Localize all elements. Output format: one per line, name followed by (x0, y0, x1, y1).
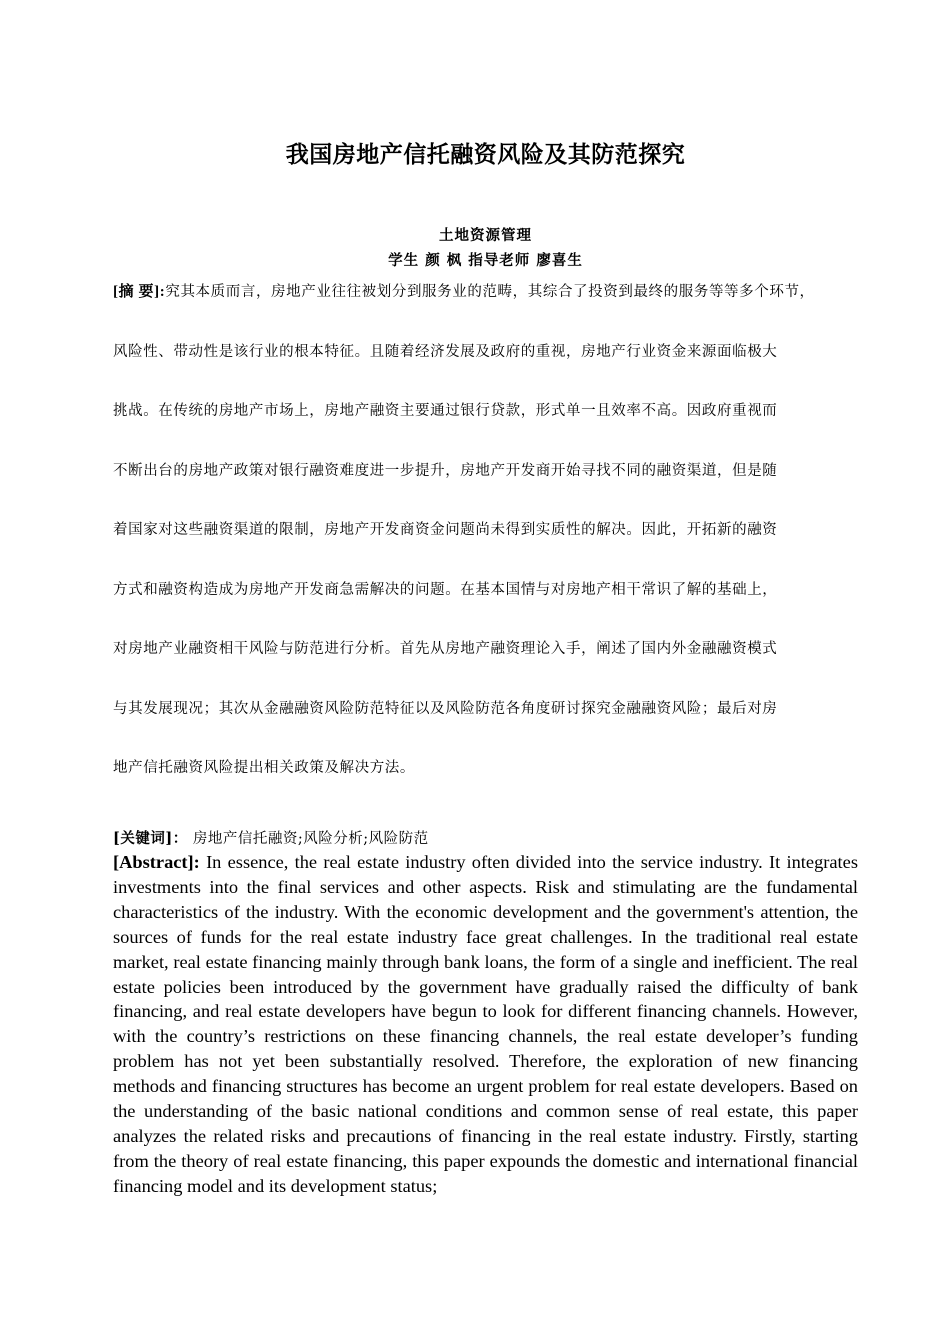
abstract-line: 不断出台的房地产政策对银行融资难度进一步提升，房地产开发商开始寻找不同的融资渠道，但是随 (113, 462, 778, 479)
abstract-text-cn: 究其本质而言，房地产业往往被划分到服务业的范畴，其综合了投资到最终的服务等等多个环节， (165, 284, 815, 300)
abstract-line: 方式和融资构造成为房地产开发商急需解决的问题。在基本国情与对房地产相干常识了解的基础上， (113, 581, 778, 598)
abstract-line: 与其发展现况；其次从金融融资风险防范特征以及风险防范各角度研讨探究金融融资风险；最后对房 (113, 700, 778, 717)
author-line: 学生 颜 枫 指导老师 廖喜生 (388, 252, 583, 269)
abstract-line (113, 284, 858, 344)
abstract-text-en: In essence, the real estate industry often divided into the service industry. It integrates investments into the final services and other aspects. Risk and stimulating are the fundamental characteristics of the industry. With the economic development and the government's attention, the sources of funds for the real estate industry face great challenges. In the traditional real estate market, real estate financing mainly through bank loans, the form of a single and inefficient. The real estate policies been introduced by the government have gradually raised the difficulty of bank financing, and real estate developers have begun to look for different financing channels. However, with the country’s restrictions on these financing channels, the real estate developer’s funding problem has not yet been substantially resolved. Therefore, the exploration of new financing methods and financing structures has become an urgent problem for real estate developers. Based on the understanding of the basic national conditions and common sense of real estate, this paper analyzes the related risks and precautions of financing in the real estate industry. Firstly, starting from the theory of real estate financing, this paper expounds the domestic and international financial financing model and its development status; (113, 852, 858, 1196)
abstract-line: 挑战。在传统的房地产市场上，房地产融资主要通过银行贷款，形式单一且效率不高。因政府重视而 (113, 403, 778, 419)
abstract-line: 地产信托融资风险提出相关政策及解决方法。 (113, 760, 415, 776)
keywords (113, 827, 858, 848)
abstract-label-cn: [摘 要]: (113, 284, 166, 300)
keywords-label: [关键词]： (113, 830, 188, 847)
major-label: 土地资源管理 (439, 227, 532, 244)
abstract-label-en: [Abstract]: (113, 852, 200, 872)
abstract-line: 着国家对这些融资渠道的限制，房地产开发商资金问题尚未得到实质性的解决。因此，开拓新的融资 (113, 522, 778, 538)
keywords-text: 房地产信托融资;风险分析;风险防范 (192, 831, 429, 847)
english-abstract (113, 850, 858, 1199)
paper-title: 我国房地产信托融资风险及其防范探究 (285, 142, 686, 168)
abstract-line: 风险性、带动性是该行业的根本特征。且随着经济发展及政府的重视，房地产行业资金来源面临极大 (113, 343, 778, 360)
chinese-abstract (113, 284, 858, 820)
abstract-line: 对房地产业融资相干风险与防范进行分析。首先从房地产融资理论入手，阐述了国内外金融融资模式 (113, 641, 778, 657)
